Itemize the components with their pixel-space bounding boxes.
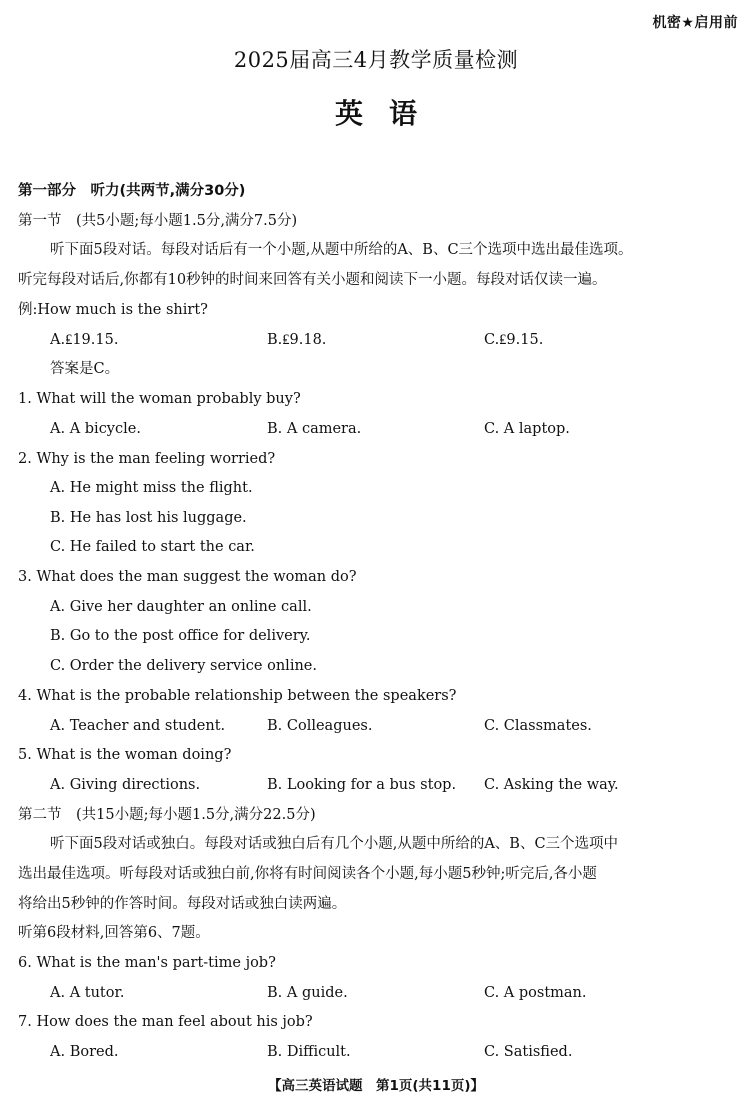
q7-option-c: C. Satisfied. <box>484 1044 573 1060</box>
instructions1-line1: 听下面5段对话。每段对话后有一个小题,从题中所给的A、B、C三个选项中选出最佳选项。 <box>50 242 633 258</box>
q6-option-a: A. A tutor. <box>50 985 125 1001</box>
section2-heading: 第二节 (共15小题;每小题1.5分,满分22.5分) <box>18 807 316 823</box>
question-3: 3. What does the man suggest the woman do? <box>18 569 357 585</box>
question-7: 7. How does the man feel about his job? <box>18 1014 313 1030</box>
q1-option-c: C. A laptop. <box>484 421 570 437</box>
q3-option-a: A. Give her daughter an online call. <box>50 599 312 615</box>
q1-option-a: A. A bicycle. <box>50 421 141 437</box>
example-question: 例:How much is the shirt? <box>18 302 208 318</box>
q3-option-c: C. Order the delivery service online. <box>50 658 317 674</box>
instructions1-line2: 听完每段对话后,你都有10秒钟的时间来回答有关小题和阅读下一小题。每段对话仅读一遍。 <box>18 272 607 288</box>
section1-heading: 第一节 (共5小题;每小题1.5分,满分7.5分) <box>18 213 298 229</box>
confidential-label: 机密★启用前 <box>652 15 738 31</box>
instructions2-line1: 听下面5段对话或独白。每段对话或独白后有几个小题,从题中所给的A、B、C三个选项中 <box>50 836 619 852</box>
q7-option-a: A. Bored. <box>50 1044 119 1060</box>
q2-option-a: A. He might miss the flight. <box>50 480 253 496</box>
subject-title: 英语 <box>334 97 443 130</box>
q2-option-b: B. He has lost his luggage. <box>50 510 247 526</box>
q6-option-b: B. A guide. <box>267 985 348 1001</box>
q5-option-c: C. Asking the way. <box>484 777 619 793</box>
instructions2-line2: 选出最佳选项。听每段对话或独白前,你将有时间阅读各个小题,每小题5秒钟;听完后,各小题 <box>18 866 597 882</box>
q6-option-c: C. A postman. <box>484 985 587 1001</box>
example-option-b: B.₤9.18. <box>267 332 327 348</box>
q5-option-a: A. Giving directions. <box>50 777 201 793</box>
q5-option-b: B. Looking for a bus stop. <box>267 777 457 793</box>
q1-option-b: B. A camera. <box>267 421 362 437</box>
question-5: 5. What is the woman doing? <box>18 747 232 763</box>
q2-option-c: C. He failed to start the car. <box>50 539 255 555</box>
example-option-a: A.₤19.15. <box>50 332 119 348</box>
q4-option-a: A. Teacher and student. <box>50 718 226 734</box>
question-6: 6. What is the man's part-time job? <box>18 955 276 971</box>
page-footer: 【高三英语试题 第1页(共11页)】 <box>267 1078 485 1094</box>
question-1: 1. What will the woman probably buy? <box>18 391 301 407</box>
example-answer: 答案是C。 <box>50 361 120 377</box>
question-4: 4. What is the probable relationship between the speakers? <box>18 688 457 704</box>
q4-option-c: C. Classmates. <box>484 718 592 734</box>
q3-option-b: B. Go to the post office for delivery. <box>50 628 311 644</box>
material-6-heading: 听第6段材料,回答第6、7题。 <box>18 925 210 941</box>
example-option-c: C.₤9.15. <box>484 332 544 348</box>
part1-heading: 第一部分 听力(共两节,满分30分) <box>18 183 246 199</box>
instructions2-line3: 将给出5秒钟的作答时间。每段对话或独白读两遍。 <box>18 896 347 912</box>
exam-title: 2025届高三4月教学质量检测 <box>233 48 519 72</box>
question-2: 2. Why is the man feeling worried? <box>18 451 276 467</box>
q4-option-b: B. Colleagues. <box>267 718 373 734</box>
q7-option-b: B. Difficult. <box>267 1044 351 1060</box>
